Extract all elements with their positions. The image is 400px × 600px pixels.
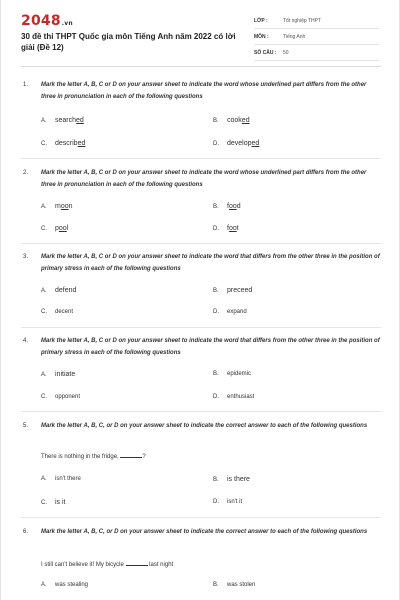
logo-main: 2048 bbox=[21, 13, 61, 29]
question-stem: There is nothing in the fridge, ? bbox=[41, 454, 146, 460]
option-d[interactable]: D. developed bbox=[213, 140, 260, 147]
question-instruction: Mark the letter A, B, C or D on your answer sheet to indicate the word that differs from the other three in the position of primary stress in each of the following questions bbox=[41, 338, 380, 356]
question-divider bbox=[21, 517, 381, 518]
question-instruction: Mark the letter A, B, C or D on your answer sheet to indicate the word that differs from the other three in the position of primary stress in each of the following questions bbox=[41, 254, 380, 272]
site-logo[interactable] bbox=[21, 13, 73, 29]
option-b[interactable]: B. epidemic bbox=[213, 371, 252, 377]
option-c[interactable]: C. decent bbox=[41, 309, 74, 315]
option-b[interactable]: B. cooked bbox=[213, 117, 250, 124]
question-instruction: Mark the letter A, B, C or D on your answer sheet to indicate the word whose underlined part differs from the other three in pronunciation in each of the following questions bbox=[41, 82, 367, 100]
option-d[interactable]: D. foot bbox=[213, 225, 239, 232]
option-b[interactable]: B. preceed bbox=[213, 287, 253, 294]
question-instruction: Mark the letter A, B, C, or D on your answer sheet to indicate the correct answer to each of the following questions bbox=[41, 529, 368, 535]
option-d[interactable]: D. expand bbox=[213, 309, 247, 315]
option-d[interactable]: D. enthusiast bbox=[213, 394, 255, 400]
question-divider bbox=[21, 158, 381, 159]
question-instruction: Mark the letter A, B, C or D on your answer sheet to indicate the word whose underlined part differs from the other three in pronunciation in each of the following questions bbox=[41, 170, 367, 188]
option-c[interactable]: C. pool bbox=[41, 225, 69, 232]
question-instruction: Mark the letter A, B, C, or D on your answer sheet to indicate the correct answer to each of the following questions bbox=[41, 423, 368, 429]
question-number: 2. bbox=[23, 170, 29, 176]
question-divider bbox=[21, 243, 381, 244]
answer-blank bbox=[126, 560, 148, 566]
logo-tld: .vn bbox=[61, 20, 73, 27]
meta-key: SỐ CÂU : bbox=[254, 50, 277, 56]
question-divider bbox=[21, 327, 381, 328]
question-number: 1. bbox=[23, 82, 29, 88]
option-c[interactable]: C. opponent bbox=[41, 394, 81, 400]
option-b[interactable]: B. is there bbox=[213, 476, 250, 483]
option-d[interactable]: D. isn't it bbox=[213, 499, 243, 505]
meta-table bbox=[254, 14, 379, 61]
meta-key: LỚP : bbox=[254, 18, 268, 24]
meta-value: Tiếng Anh bbox=[283, 34, 306, 40]
option-a[interactable]: A. defend bbox=[41, 287, 77, 294]
option-a[interactable]: A. moon bbox=[41, 203, 73, 210]
question-divider bbox=[21, 411, 381, 412]
question-stem: I still can't believe it! My bicycle last night bbox=[41, 562, 174, 568]
question-number: 6. bbox=[23, 529, 29, 535]
option-a[interactable]: A. was stealing bbox=[41, 582, 89, 588]
option-a[interactable]: A. initiate bbox=[41, 371, 76, 378]
header-divider bbox=[21, 66, 381, 67]
option-a[interactable]: A. isn't there bbox=[41, 476, 81, 482]
meta-key: MÔN : bbox=[254, 34, 269, 40]
option-a[interactable]: A. searched bbox=[41, 117, 84, 124]
meta-row-class bbox=[254, 14, 379, 29]
meta-row-subject bbox=[254, 30, 379, 45]
meta-row-count bbox=[254, 46, 379, 61]
document-title: 30 đề thi THPT Quốc gia môn Tiếng Anh năm 2022 có lời giải (Đề 12) bbox=[21, 32, 236, 52]
question-number: 5. bbox=[23, 423, 29, 429]
meta-value: Tốt nghiệp THPT bbox=[283, 18, 321, 24]
question-number: 4. bbox=[23, 338, 29, 344]
option-c[interactable]: C. is it bbox=[41, 499, 66, 506]
meta-value: 50 bbox=[283, 50, 289, 56]
answer-blank bbox=[120, 452, 142, 458]
option-b[interactable]: B. food bbox=[213, 203, 241, 210]
question-number: 3. bbox=[23, 254, 29, 260]
option-c[interactable]: C. described bbox=[41, 140, 86, 147]
option-b[interactable]: B. was stolen bbox=[213, 582, 256, 588]
